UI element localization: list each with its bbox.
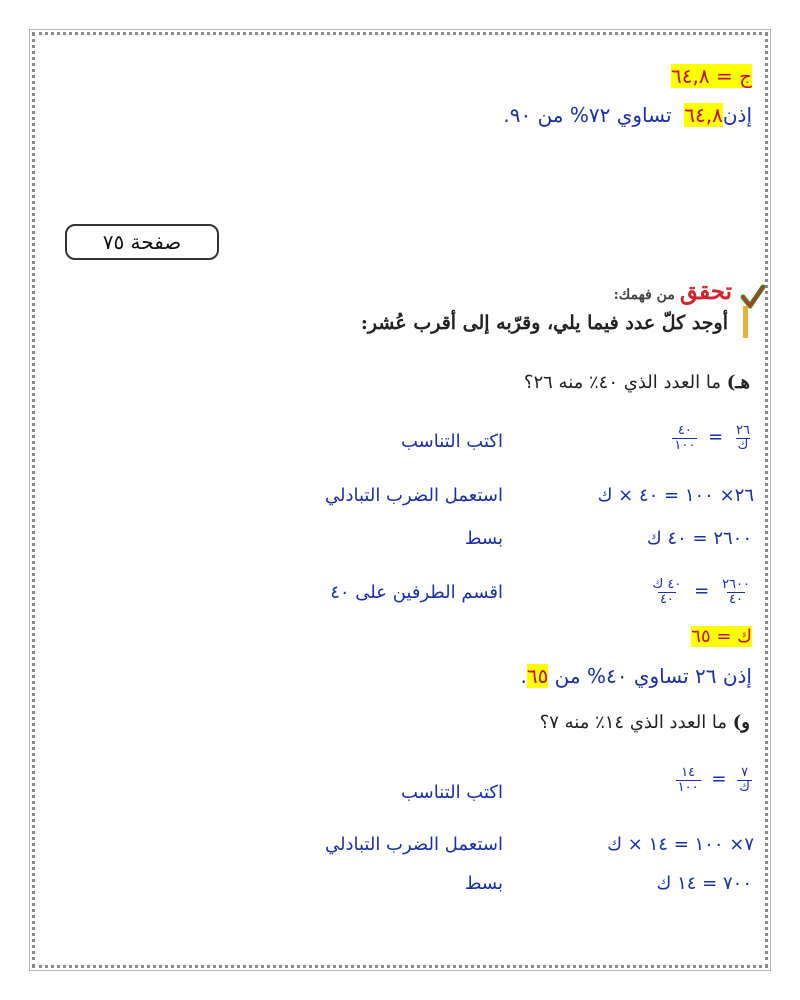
header-subtitle: من فهمك: [613,287,675,303]
conclusion-line [503,103,752,127]
step-cross-multiply: استعمل الضرب التبادلي [325,485,503,506]
problem-h-label: هـ) [726,372,750,393]
problem-h-question [524,372,750,393]
fraction: $\frac{\text{٤٠ ك}}{٤٠}$ [652,577,682,607]
conclusion-highlight: ٦٤,٨ [684,103,723,127]
problem-w-text: ما العدد الذي ١٤٪ منه ٧؟ [539,712,728,733]
problem-h-cross-mult: ٢٦× ١٠٠ = ٤٠ × ك [597,485,754,506]
problem-h-result [691,626,752,647]
header-title: تحقق [679,278,732,305]
problem-w-simplified: ٧٠٠ = ١٤ ك [656,873,752,894]
problem-w-proportion: $\frac{٧}{\text{ك}}$ = $\frac{١٤}{١٠٠}$ [677,765,750,795]
step-simplify: بسط [464,528,503,549]
conclusion-prefix: إذن [722,103,752,127]
problem-w-cross-mult: ٧× ١٠٠ = ١٤ × ك [607,834,754,855]
problem-h-text: ما العدد الذي ٤٠٪ منه ٢٦؟ [523,372,721,393]
step-simplify: بسط [464,873,503,894]
page-number-badge: صفحة ٧٥ [65,224,219,260]
problem-h-division: $\frac{٢٦٠٠}{٤٠}$ = $\frac{\text{٤٠ ك}}{٤٠}$ [652,577,750,607]
result-highlight: ج = ٦٤,٨ [671,64,752,88]
problem-w-question [540,712,750,733]
fraction: $\frac{١٤}{١٠٠}$ [677,765,699,795]
problem-h-simplified: ٢٦٠٠ = ٤٠ ك [646,528,752,549]
equation-result-line [671,64,752,88]
step-write-proportion: اكتب التناسب [401,431,503,452]
header-accent-bar [743,306,748,338]
instruction-text: أوجد كلّ عدد فيما يلي، وقرّبه إلى أقرب عُشر: [360,312,728,334]
step-write-proportion: اكتب التناسب [401,782,503,803]
problem-w-label: و) [732,712,750,733]
fraction: $\frac{٢٦٠٠}{٤٠}$ [722,577,750,607]
fraction: $\frac{٧}{\text{ك}}$ [739,765,750,795]
result-highlight: ك = ٦٥ [691,626,752,647]
conclusion-suffix: تساوي ٧٢% من ٩٠. [503,103,672,127]
problem-h-proportion: $\frac{٢٦}{\text{ك}}$ = $\frac{٤٠}{١٠٠}$ [674,423,750,453]
step-cross-multiply: استعمل الضرب التبادلي [325,834,503,855]
fraction: $\frac{٤٠}{١٠٠}$ [674,423,696,453]
fraction: $\frac{٢٦}{\text{ك}}$ [736,423,750,453]
problem-h-conclusion: إذن ٢٦ تساوي ٤٠% من ٦٥. [520,664,752,688]
check-understanding-header [614,278,732,305]
answer-highlight: ٦٥ [526,664,549,688]
step-divide: اقسم الطرفين على ٤٠ [330,582,503,603]
